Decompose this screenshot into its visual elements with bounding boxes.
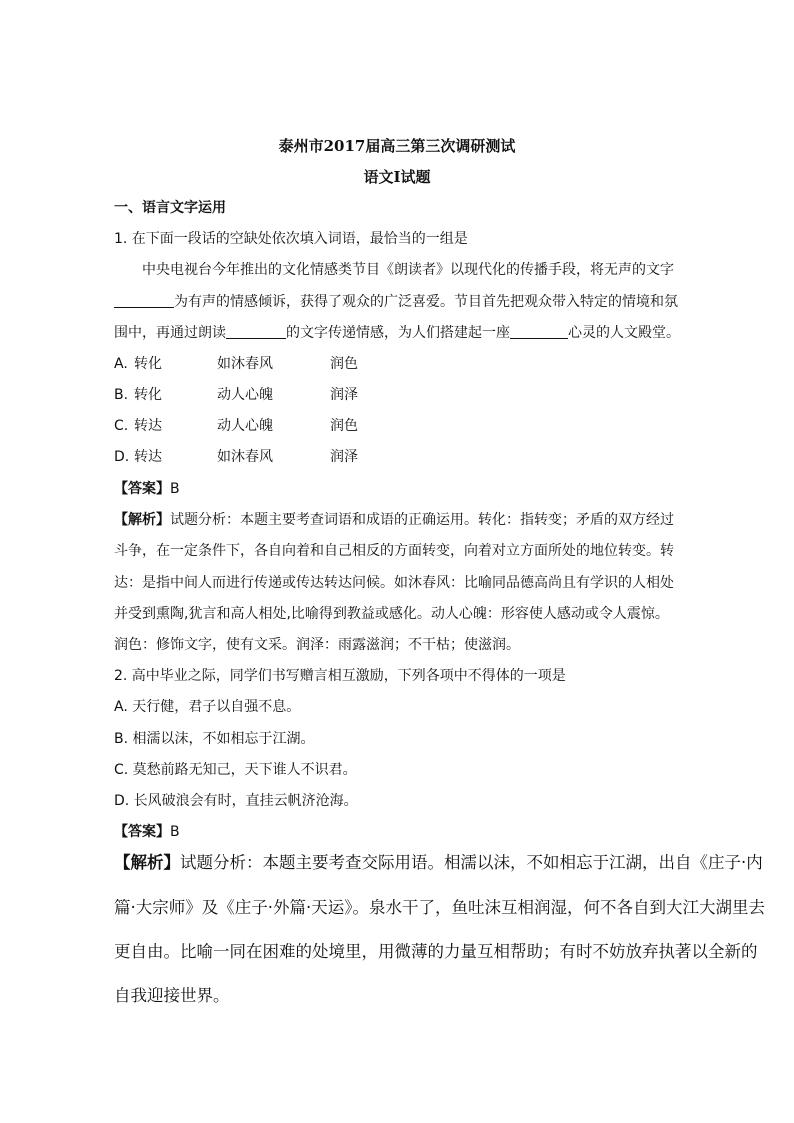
question-2-stem: 2. 高中毕业之际，同学们书写赠言相互激励，下列各项中不得体的一项是 bbox=[114, 668, 566, 684]
question-2-option-b: B. 相濡以沫，不如相忘于江湖。 bbox=[114, 731, 315, 747]
question-1-answer: 【答案】B bbox=[114, 481, 180, 497]
question-2-analysis-line-4: 自我迎接世界。 bbox=[114, 986, 230, 1005]
question-1-passage-line-1: 中央电视台今年推出的文化情感类节目《朗读者》以现代化的传播手段，将无声的文字 bbox=[142, 262, 674, 278]
question-1-analysis-line-1: 【解析】试题分析：本题主要考查词语和成语的正确运用。转化：指转变；矛盾的双方经过 bbox=[114, 512, 674, 528]
question-2-analysis-line-2: 篇·大宗师》及《庄子·外篇·天运》。泉水干了，鱼吐沫互相润湿，何不各自到大江大湖里去 bbox=[114, 898, 765, 917]
document-title: 泰州市2017届高三第三次调研测试 bbox=[278, 137, 516, 155]
question-2-option-d: D. 长风破浪会有时，直挂云帆济沧海。 bbox=[114, 793, 358, 809]
section-heading: 一、语言文字运用 bbox=[114, 200, 226, 216]
question-2-analysis-line-3: 更自由。比喻一同在困难的处境里，用微薄的力量互相帮助；有时不妨放弃执著以全新的 bbox=[114, 942, 758, 961]
document-subtitle: 语文Ⅰ试题 bbox=[363, 168, 431, 186]
question-1-analysis-line-4: 并受到熏陶,犹言和高人相处,比喻得到教益或感化。动人心魄：形容使人感动或令人震惊。 bbox=[114, 606, 669, 622]
fill-blank bbox=[510, 324, 568, 339]
question-1-passage-line-3: 围中，再通过朗读 的文字传递情感，为人们搭建起一座 心灵的人文殿堂。 bbox=[114, 325, 680, 341]
question-1-analysis-line-3: 达：是指中间人而进行传递或传达转达问候。如沐春风：比喻同品德高尚且有学识的人相处 bbox=[114, 575, 674, 591]
question-1-analysis-line-5: 润色：修饰文字，使有文采。润泽：雨露滋润；不干枯；使滋润。 bbox=[114, 637, 520, 653]
question-2-answer: 【答案】B bbox=[114, 824, 180, 840]
question-1-passage-line-2: 为有声的情感倾诉，获得了观众的广泛喜爱。节目首先把观众带入特定的情境和氛 bbox=[114, 292, 678, 312]
fill-blank bbox=[226, 324, 286, 339]
question-2-analysis-line-1: 【解析】试题分析：本题主要考查交际用语。相濡以沫，不如相忘于江湖，出自《庄子·内 bbox=[114, 853, 763, 872]
fill-blank bbox=[114, 293, 174, 308]
question-2-option-a: A. 天行健，君子以自强不息。 bbox=[114, 699, 301, 715]
document-page: 泰州市2017届高三第三次调研测试 语文Ⅰ试题 一、语言文字运用 1. 在下面一段话的空缺处依次填入词语，最恰当的一组是 中央电视台今年推出的文化情感类节目《朗读者》以现代化的传播手段，将无声的文字 为有声的情感倾诉，获得了观众的广泛喜爱。节目首先把观众带入特定的情境和氛 围中，再通过朗读 的文字传递情感，为人们搭建起一座 心灵的人文殿堂。 A. 转化 如沐春风 润色 B. 转化 动人心魄 润泽 C. 转达 动人心魄 润色 D. 转达 如沐春风 润泽 【答案】B 【解析】试题分析：本题主要考查词语和成语的正确运用。转化：指转变；矛盾的双方经过 斗争，在一定条件下，各自向着和自己相反的方面转变，向着对立方面所处的地位转变。转 达：是指中间人而进行传递或传达转达问候。如沐春风：比喻同品德高尚且有学识的人相处 并受到熏陶,犹言和高人相处,比喻得到教益或感化。动人心魄：形容使人感动或令人震惊。 润色：修饰文字，使有文采。润泽：雨露滋润；不干枯；使滋润。 2. 高中毕业之际，同学们书写赠言相互激励，下列各项中不得体的一项是 A. 天行健，君子以自强不息。 B. 相濡以沫，不如相忘于江湖。 C. 莫愁前路无知己，天下谁人不识君。 D. 长风破浪会有时，直挂云帆济沧海。 【答案】B 【解析】试题分析：本题主要考查交际用语。相濡以沫，不如相忘于江湖，出自《庄子·内 篇·大宗师》及《庄子·外篇·天运》。泉水干了，鱼吐沫互相润湿，何不各自到大江大湖里去 更自由。比喻一同在困难的处境里，用微薄的力量互相帮助；有时不妨放弃执著以全新的 自我迎接世界。 bbox=[0, 0, 794, 1123]
question-2-option-c: C. 莫愁前路无知己，天下谁人不识君。 bbox=[114, 762, 357, 778]
question-1-stem: 1. 在下面一段话的空缺处依次填入词语，最恰当的一组是 bbox=[114, 231, 468, 247]
question-1-analysis-line-2: 斗争，在一定条件下，各自向着和自己相反的方面转变，向着对立方面所处的地位转变。转 bbox=[114, 543, 674, 559]
